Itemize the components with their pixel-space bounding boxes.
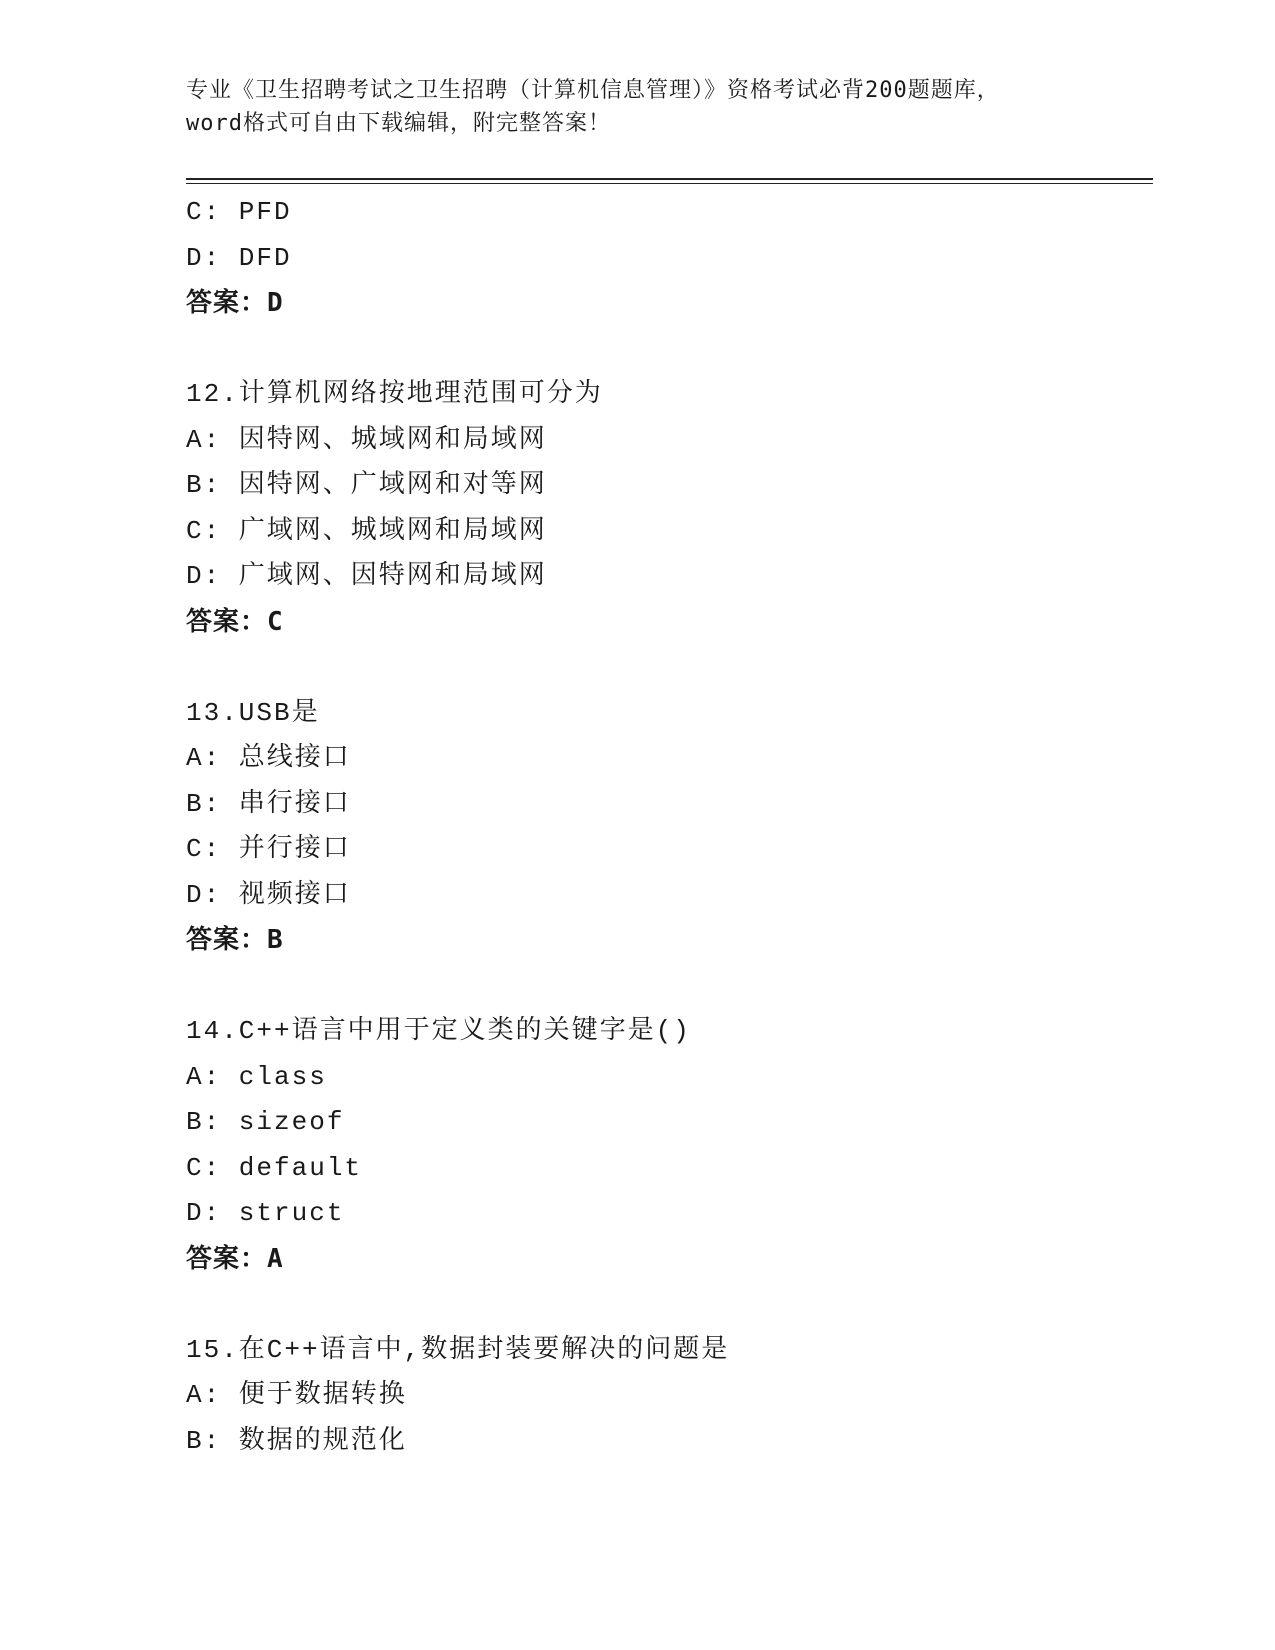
option-d: D: struct	[186, 1198, 345, 1228]
header-title-line-1: 专业《卫生招聘考试之卫生招聘（计算机信息管理）》资格考试必背200题题库，	[186, 78, 1000, 103]
header-divider-thin	[186, 183, 1153, 184]
spacer	[186, 327, 1146, 373]
question-block	[186, 1328, 1146, 1465]
spacer	[186, 964, 1146, 1010]
question-block	[186, 190, 1146, 327]
option-c: C: 广域网、城域网和局域网	[186, 515, 547, 546]
document-header	[186, 74, 1086, 140]
option-d: D: DFD	[186, 242, 292, 273]
option-d: D: 视频接口	[186, 879, 351, 910]
spacer	[186, 645, 1146, 691]
question-text: 15.在C++语言中,数据封装要解决的问题是	[186, 1334, 730, 1365]
option-c: C: default	[186, 1152, 363, 1183]
question-list	[186, 190, 1146, 1464]
option-a: A: class	[186, 1061, 327, 1092]
question-text: 13.USB是	[186, 697, 320, 728]
question-block	[186, 691, 1146, 964]
question-text: 12.计算机网络按地理范围可分为	[186, 379, 603, 409]
option-d: D: 广域网、因特网和局域网	[186, 561, 547, 591]
answer-line: 答案：A	[186, 1243, 284, 1274]
question-block	[186, 372, 1146, 645]
option-c: C: 并行接口	[186, 834, 351, 864]
answer-line: 答案：C	[186, 606, 284, 637]
answer-line: 答案：B	[186, 925, 284, 955]
option-a: A: 总线接口	[186, 743, 351, 773]
option-b: B: sizeof	[186, 1107, 345, 1137]
option-b: B: 数据的规范化	[186, 1425, 407, 1456]
answer-line: 答案：D	[186, 288, 284, 318]
header-title-line-2: word格式可自由下载编辑，附完整答案！	[186, 111, 611, 136]
option-b: B: 因特网、广域网和对等网	[186, 470, 547, 500]
header-divider-thick	[186, 178, 1153, 180]
question-block	[186, 1009, 1146, 1282]
question-text: 14.C++语言中用于定义类的关键字是()	[186, 1016, 691, 1046]
spacer	[186, 1282, 1146, 1328]
option-c: C: PFD	[186, 197, 292, 227]
option-a: A: 因特网、城域网和局域网	[186, 424, 547, 455]
option-a: A: 便于数据转换	[186, 1380, 407, 1410]
option-b: B: 串行接口	[186, 788, 351, 819]
